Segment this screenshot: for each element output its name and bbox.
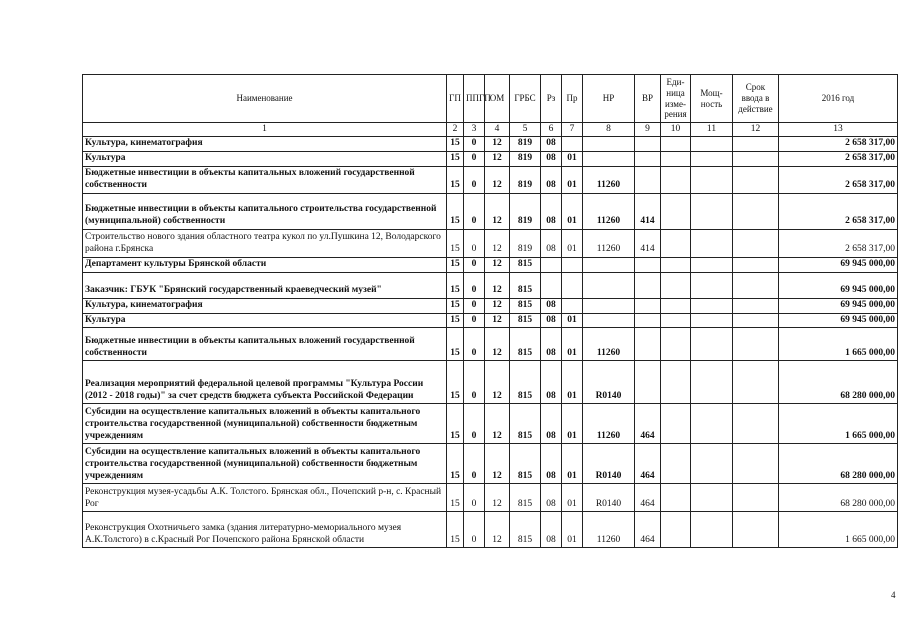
row-gp: 15 [447, 484, 464, 512]
row-grbs: 815 [510, 298, 541, 313]
row-pr: 01 [562, 151, 583, 166]
row-ppgp: 0 [464, 151, 485, 166]
table-row [83, 229, 898, 257]
row-capacity [691, 257, 733, 272]
row-amount: 2 658 317,00 [779, 166, 898, 193]
row-amount: 69 945 000,00 [779, 257, 898, 272]
row-name: Субсидии на осуществление капитальных вложений в объекты капитального строительства государственной (муниципальной) собственности бюджетным учреждениям [83, 444, 447, 484]
row-grbs: 819 [510, 137, 541, 152]
table-row [83, 328, 898, 361]
row-capacity [691, 361, 733, 404]
row-unit [661, 484, 691, 512]
header-name: Наименование [83, 75, 447, 123]
row-vr [635, 151, 661, 166]
row-commission-date [733, 512, 779, 548]
row-commission-date [733, 137, 779, 152]
row-amount: 1 665 000,00 [779, 404, 898, 444]
row-ppgp: 0 [464, 193, 485, 229]
row-rz: 08 [541, 166, 562, 193]
row-grbs: 819 [510, 151, 541, 166]
row-nr: 11260 [583, 166, 635, 193]
row-rz: 08 [541, 404, 562, 444]
col-number: 2 [447, 123, 464, 137]
row-name: Реализация мероприятий федеральной целевой программы "Культура России (2012 - 2018 годы)" за счет средств бюджета субъекта Российской Федерации [83, 361, 447, 404]
row-om: 12 [485, 512, 510, 548]
row-grbs: 815 [510, 512, 541, 548]
row-name: Реконструкция Охотничьего замка (здания литературно-мемориального музея А.К.Толстого) в с.Красный Рог Почепского района Брянской области [83, 512, 447, 548]
row-vr [635, 257, 661, 272]
col-number: 13 [779, 123, 898, 137]
row-vr [635, 361, 661, 404]
row-name: Культура, кинематография [83, 137, 447, 152]
row-commission-date [733, 229, 779, 257]
row-capacity [691, 484, 733, 512]
row-gp: 15 [447, 229, 464, 257]
row-pr: 01 [562, 444, 583, 484]
row-ppgp: 0 [464, 512, 485, 548]
col-number: 8 [583, 123, 635, 137]
table-row [83, 361, 898, 404]
row-commission-date [733, 361, 779, 404]
row-pr [562, 257, 583, 272]
row-nr [583, 137, 635, 152]
row-nr: R0140 [583, 361, 635, 404]
header-vr: ВР [635, 75, 661, 123]
header-row [83, 75, 898, 123]
col-number: 9 [635, 123, 661, 137]
row-commission-date [733, 484, 779, 512]
row-rz: 08 [541, 484, 562, 512]
row-amount: 2 658 317,00 [779, 229, 898, 257]
row-ppgp: 0 [464, 404, 485, 444]
row-pr: 01 [562, 328, 583, 361]
row-grbs: 815 [510, 361, 541, 404]
row-name: Департамент культуры Брянской области [83, 257, 447, 272]
row-name: Культура, кинематография [83, 298, 447, 313]
row-name: Заказчик: ГБУК "Брянский государственный краеведческий музей" [83, 272, 447, 298]
row-capacity [691, 404, 733, 444]
header-unit: Еди-ница изме-рения [661, 75, 691, 123]
header-om: ОМ [485, 75, 510, 123]
row-capacity [691, 137, 733, 152]
header-grbs: ГРБС [510, 75, 541, 123]
row-ppgp: 0 [464, 298, 485, 313]
row-grbs: 819 [510, 229, 541, 257]
row-vr: 464 [635, 444, 661, 484]
row-name: Бюджетные инвестиции в объекты капитального строительства государственной (муниципальной) собственности [83, 193, 447, 229]
row-ppgp: 0 [464, 257, 485, 272]
row-vr [635, 166, 661, 193]
row-gp: 15 [447, 512, 464, 548]
row-om: 12 [485, 166, 510, 193]
row-gp: 15 [447, 328, 464, 361]
row-ppgp: 0 [464, 272, 485, 298]
row-unit [661, 444, 691, 484]
row-rz: 08 [541, 137, 562, 152]
col-number: 6 [541, 123, 562, 137]
row-rz: 08 [541, 313, 562, 328]
row-capacity [691, 193, 733, 229]
row-unit [661, 229, 691, 257]
row-rz [541, 257, 562, 272]
row-pr: 01 [562, 229, 583, 257]
row-ppgp: 0 [464, 361, 485, 404]
row-name: Строительство нового здания областного театра кукол по ул.Пушкина 12, Володарского района г.Брянска [83, 229, 447, 257]
page-number: 4 [891, 590, 896, 600]
row-om: 12 [485, 484, 510, 512]
row-pr: 01 [562, 313, 583, 328]
row-nr: R0140 [583, 444, 635, 484]
row-grbs: 815 [510, 272, 541, 298]
header-nr: НР [583, 75, 635, 123]
row-grbs: 819 [510, 166, 541, 193]
row-amount: 69 945 000,00 [779, 313, 898, 328]
row-capacity [691, 313, 733, 328]
row-grbs: 815 [510, 328, 541, 361]
row-gp: 15 [447, 272, 464, 298]
row-vr: 414 [635, 193, 661, 229]
row-ppgp: 0 [464, 166, 485, 193]
row-name: Культура [83, 313, 447, 328]
row-name: Культура [83, 151, 447, 166]
row-commission-date [733, 151, 779, 166]
row-ppgp: 0 [464, 137, 485, 152]
table-row [83, 313, 898, 328]
table-row [83, 193, 898, 229]
row-capacity [691, 229, 733, 257]
col-number: 1 [83, 123, 447, 137]
row-commission-date [733, 166, 779, 193]
row-unit [661, 404, 691, 444]
row-pr [562, 272, 583, 298]
row-pr [562, 137, 583, 152]
table-row [83, 298, 898, 313]
col-number: 10 [661, 123, 691, 137]
row-pr [562, 298, 583, 313]
row-nr: 11260 [583, 193, 635, 229]
row-capacity [691, 328, 733, 361]
header-pr: Пр [562, 75, 583, 123]
row-pr: 01 [562, 361, 583, 404]
row-rz: 08 [541, 298, 562, 313]
row-name: Субсидии на осуществление капитальных вложений в объекты капитального строительства государственной (муниципальной) собственности бюджетным учреждениям [83, 404, 447, 444]
column-number-row [83, 123, 898, 137]
header-year-2016: 2016 год [779, 75, 898, 123]
table-row [83, 137, 898, 152]
row-gp: 15 [447, 193, 464, 229]
row-unit [661, 272, 691, 298]
row-capacity [691, 444, 733, 484]
row-amount: 1 665 000,00 [779, 328, 898, 361]
row-pr: 01 [562, 193, 583, 229]
row-pr: 01 [562, 484, 583, 512]
row-nr: 11260 [583, 404, 635, 444]
row-commission-date [733, 313, 779, 328]
row-vr [635, 328, 661, 361]
row-amount: 2 658 317,00 [779, 151, 898, 166]
row-commission-date [733, 193, 779, 229]
row-unit [661, 313, 691, 328]
row-commission-date [733, 404, 779, 444]
row-rz: 08 [541, 229, 562, 257]
header-capacity: Мощ-ность [691, 75, 733, 123]
row-vr [635, 137, 661, 152]
row-amount: 1 665 000,00 [779, 512, 898, 548]
row-om: 12 [485, 313, 510, 328]
table-row [83, 512, 898, 548]
row-pr: 01 [562, 512, 583, 548]
row-ppgp: 0 [464, 313, 485, 328]
row-grbs: 819 [510, 193, 541, 229]
col-number: 11 [691, 123, 733, 137]
row-capacity [691, 298, 733, 313]
row-commission-date [733, 257, 779, 272]
col-number: 7 [562, 123, 583, 137]
table-row [83, 444, 898, 484]
row-amount: 69 945 000,00 [779, 298, 898, 313]
row-unit [661, 151, 691, 166]
row-vr: 464 [635, 512, 661, 548]
row-vr [635, 298, 661, 313]
row-unit [661, 137, 691, 152]
row-vr [635, 313, 661, 328]
row-gp: 15 [447, 257, 464, 272]
row-nr [583, 298, 635, 313]
row-commission-date [733, 328, 779, 361]
row-unit [661, 361, 691, 404]
row-grbs: 815 [510, 444, 541, 484]
row-gp: 15 [447, 444, 464, 484]
row-vr [635, 272, 661, 298]
header-rz: Рз [541, 75, 562, 123]
header-gp: ГП [447, 75, 464, 123]
row-nr [583, 272, 635, 298]
row-nr [583, 151, 635, 166]
header-commission-date: Срок ввода в действие [733, 75, 779, 123]
col-number: 12 [733, 123, 779, 137]
row-om: 12 [485, 444, 510, 484]
col-number: 3 [464, 123, 485, 137]
row-ppgp: 0 [464, 229, 485, 257]
row-amount: 68 280 000,00 [779, 484, 898, 512]
row-gp: 15 [447, 313, 464, 328]
row-gp: 15 [447, 298, 464, 313]
row-nr: 11260 [583, 229, 635, 257]
row-nr [583, 313, 635, 328]
row-pr: 01 [562, 404, 583, 444]
table-row [83, 151, 898, 166]
row-om: 12 [485, 151, 510, 166]
row-om: 12 [485, 328, 510, 361]
row-capacity [691, 512, 733, 548]
row-pr: 01 [562, 166, 583, 193]
row-unit [661, 512, 691, 548]
row-nr: 11260 [583, 512, 635, 548]
row-gp: 15 [447, 166, 464, 193]
row-unit [661, 193, 691, 229]
row-amount: 2 658 317,00 [779, 193, 898, 229]
row-gp: 15 [447, 361, 464, 404]
row-name: Реконструкция музея-усадьбы А.К. Толстого. Брянская обл., Почепский р-н, с. Красный Рог [83, 484, 447, 512]
row-rz: 08 [541, 328, 562, 361]
row-rz: 08 [541, 361, 562, 404]
row-om: 12 [485, 193, 510, 229]
row-nr: 11260 [583, 328, 635, 361]
row-om: 12 [485, 361, 510, 404]
header-ppgp: ППГП [464, 75, 485, 123]
row-unit [661, 257, 691, 272]
row-grbs: 815 [510, 257, 541, 272]
table-row [83, 484, 898, 512]
row-commission-date [733, 298, 779, 313]
row-ppgp: 0 [464, 444, 485, 484]
row-amount: 69 945 000,00 [779, 272, 898, 298]
row-gp: 15 [447, 137, 464, 152]
row-om: 12 [485, 257, 510, 272]
row-vr: 464 [635, 484, 661, 512]
row-name: Бюджетные инвестиции в объекты капитальных вложений государственной собственности [83, 166, 447, 193]
row-vr: 464 [635, 404, 661, 444]
row-commission-date [733, 444, 779, 484]
col-number: 5 [510, 123, 541, 137]
row-rz: 08 [541, 151, 562, 166]
table-row [83, 166, 898, 193]
row-nr [583, 257, 635, 272]
row-ppgp: 0 [464, 484, 485, 512]
row-grbs: 815 [510, 313, 541, 328]
row-capacity [691, 151, 733, 166]
row-ppgp: 0 [464, 328, 485, 361]
row-om: 12 [485, 137, 510, 152]
row-vr: 414 [635, 229, 661, 257]
row-capacity [691, 166, 733, 193]
row-rz: 08 [541, 512, 562, 548]
row-unit [661, 298, 691, 313]
row-grbs: 815 [510, 484, 541, 512]
row-gp: 15 [447, 404, 464, 444]
row-om: 12 [485, 272, 510, 298]
row-nr: R0140 [583, 484, 635, 512]
row-rz: 08 [541, 444, 562, 484]
row-capacity [691, 272, 733, 298]
row-grbs: 815 [510, 404, 541, 444]
row-om: 12 [485, 298, 510, 313]
row-gp: 15 [447, 151, 464, 166]
row-unit [661, 328, 691, 361]
row-amount: 2 658 317,00 [779, 137, 898, 152]
col-number: 4 [485, 123, 510, 137]
row-amount: 68 280 000,00 [779, 361, 898, 404]
row-commission-date [733, 272, 779, 298]
table-row [83, 257, 898, 272]
row-name: Бюджетные инвестиции в объекты капитальных вложений государственной собственности [83, 328, 447, 361]
row-amount: 68 280 000,00 [779, 444, 898, 484]
row-om: 12 [485, 404, 510, 444]
table-row [83, 404, 898, 444]
budget-table [82, 74, 898, 548]
row-rz: 08 [541, 193, 562, 229]
row-rz [541, 272, 562, 298]
row-unit [661, 166, 691, 193]
table-row [83, 272, 898, 298]
row-om: 12 [485, 229, 510, 257]
